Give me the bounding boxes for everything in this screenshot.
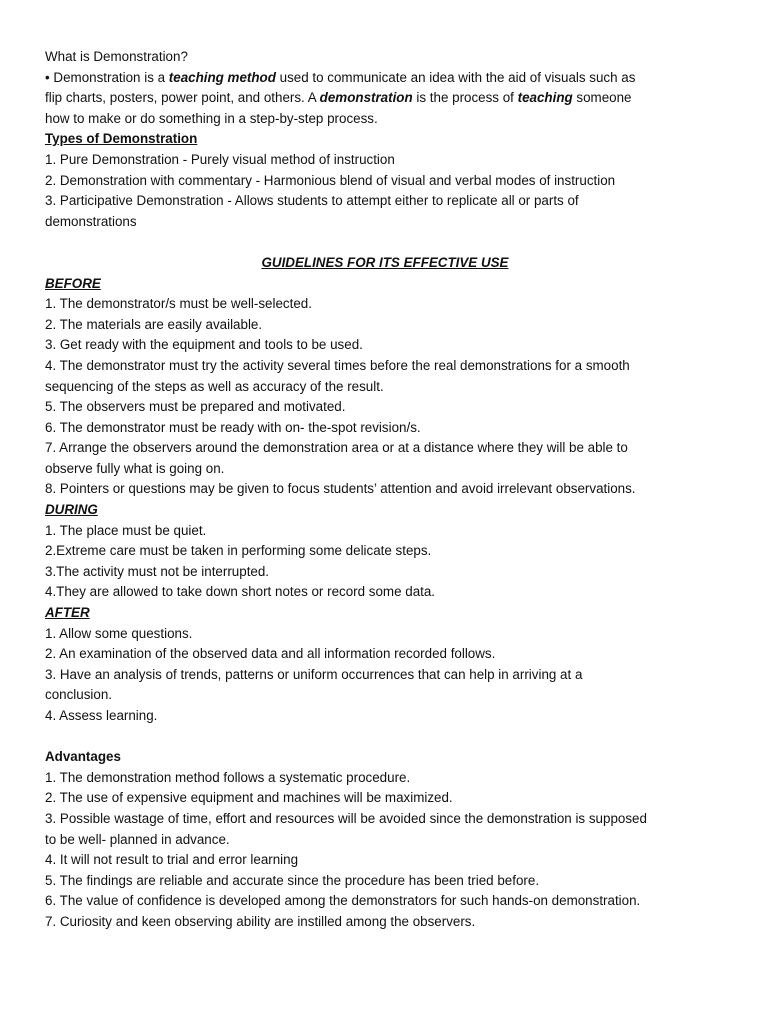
after-line: 1. Allow some questions. [45, 625, 193, 641]
advantages-line: 7. Curiosity and keen observing ability are instilled among the observers. [45, 913, 476, 929]
after-line: conclusion. [45, 687, 112, 703]
before-heading: BEFORE [45, 275, 101, 291]
before-line: 7. Arrange the observers around the demonstration area or at a distance where they will be able to [45, 440, 628, 456]
types-heading: Types of Demonstration [45, 131, 198, 147]
types-item-continuation: demonstrations [45, 213, 137, 229]
advantages-line: to be well- planned in advance. [45, 831, 230, 847]
intro-question: What is Demonstration? [45, 49, 188, 64]
during-heading: DURING [45, 502, 98, 518]
before-line: 5. The observers must be prepared and motivated. [45, 399, 346, 415]
advantages-line: 5. The findings are reliable and accurate since the procedure has been tried before. [45, 872, 540, 888]
during-line: 1. The place must be quiet. [45, 522, 207, 538]
emphasis-teaching-method: teaching method [168, 69, 276, 85]
advantages-line: 3. Possible wastage of time, effort and resources will be avoided since the demonstration is supposed [45, 810, 647, 826]
definition-line-1: • Demonstration is a teaching method used to communicate an idea with the aid of visuals such as [45, 69, 636, 85]
before-line: 1. The demonstrator/s must be well-selected. [45, 296, 312, 312]
definition-line-2: flip charts, posters, power point, and others. A demonstration is the process of teaching someone [45, 90, 632, 106]
before-line: observe fully what is going on. [45, 460, 225, 476]
before-line: 4. The demonstrator must try the activity several times before the real demonstrations for a smooth [45, 357, 630, 373]
before-line: 8. Pointers or questions may be given to focus students’ attention and avoid irrelevant observations. [45, 481, 636, 497]
before-line: 2. The materials are easily available. [45, 316, 263, 332]
after-line: 4. Assess learning. [45, 708, 158, 723]
types-item: 2. Demonstration with commentary - Harmonious blend of visual and verbal modes of instruction [45, 172, 616, 188]
after-line: 2. An examination of the observed data and all information recorded follows. [45, 646, 496, 662]
advantages-line: 1. The demonstration method follows a systematic procedure. [45, 769, 411, 785]
blank-line [45, 727, 725, 748]
definition-line-3: how to make or do something in a step-by-step process. [45, 110, 378, 126]
emphasis-teaching: teaching [517, 90, 573, 106]
types-item: 3. Participative Demonstration - Allows students to attempt either to replicate all or parts of [45, 193, 579, 209]
before-line: 3. Get ready with the equipment and tools to be used. [45, 337, 363, 353]
types-item: 1. Pure Demonstration - Purely visual method of instruction [45, 151, 395, 167]
emphasis-demonstration: demonstration [319, 90, 413, 106]
after-line: 3. Have an analysis of trends, patterns or uniform occurrences that can help in arriving at a [45, 666, 583, 682]
advantages-heading: Advantages [45, 749, 121, 765]
blank-line [45, 232, 725, 253]
bullet-mark: • [45, 69, 50, 85]
during-line: 3.The activity must not be interrupted. [45, 563, 270, 579]
document-page [45, 47, 725, 933]
after-heading: AFTER [45, 605, 90, 621]
advantages-line: 6. The value of confidence is developed among the demonstrators for such hands-on demonstration. [45, 893, 641, 909]
before-line: 6. The demonstrator must be ready with on- the-spot revision/s. [45, 419, 421, 435]
before-line: sequencing of the steps as well as accuracy of the result. [45, 378, 384, 394]
advantages-line: 2. The use of expensive equipment and machines will be maximized. [45, 790, 453, 806]
advantages-line: 4. It will not result to trial and error learning [45, 852, 299, 868]
during-line: 4.They are allowed to take down short notes or record some data. [45, 584, 436, 600]
guidelines-heading: GUIDELINES FOR ITS EFFECTIVE USE [261, 254, 509, 270]
during-line: 2.Extreme care must be taken in performing some delicate steps. [45, 543, 432, 559]
